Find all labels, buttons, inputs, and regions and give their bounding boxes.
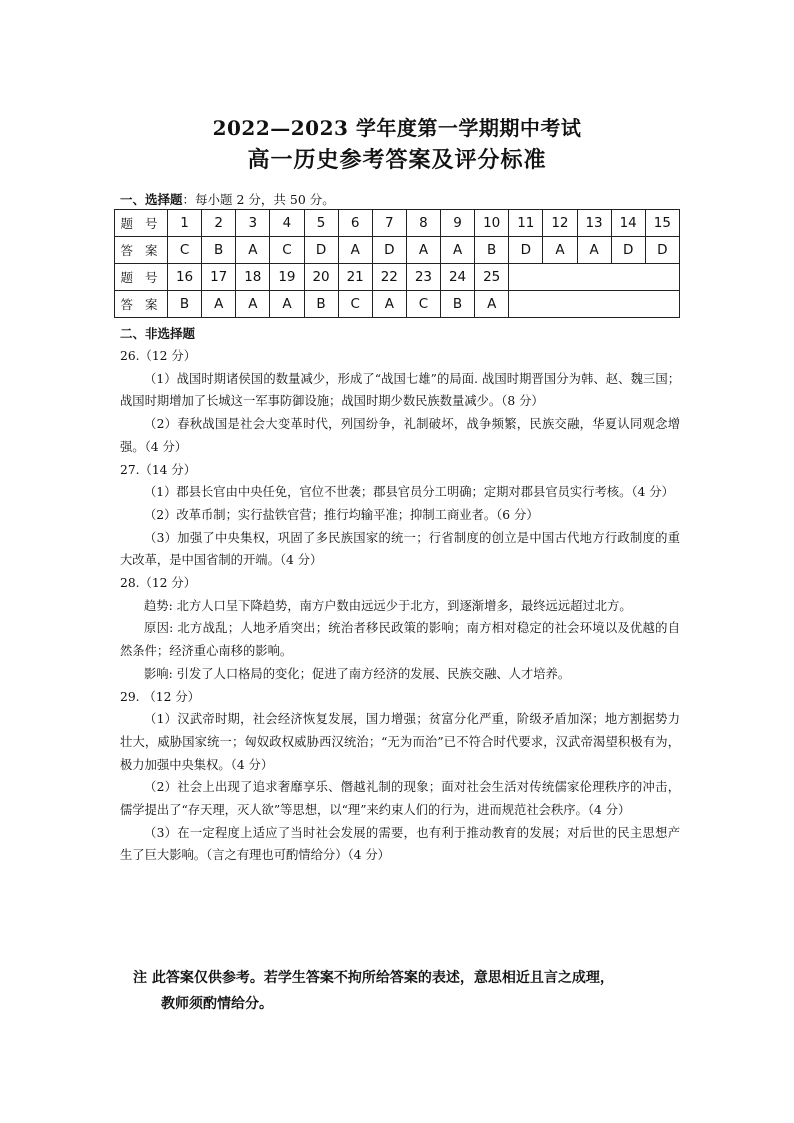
question-number-cell: 16 [168,264,202,291]
question-27-part-2: （2）改革币制；实行盐铁官营；推行均输平准；抑制工商业者。（6 分） [144,507,539,522]
exam-title: 2022—2023 学年度第一学期期中考试 [212,116,582,140]
note-line-2: 教师须酌情给分。 [161,996,273,1012]
question-27-heading: 27.（14 分） [120,462,197,477]
answer-cell: D [304,237,338,264]
answer-cell: A [270,291,304,318]
question-number-cell: 9 [441,210,475,237]
table-row-answers-1 [115,237,680,264]
answer-cell: D [509,237,543,264]
question-number-cell: 25 [475,264,509,291]
question-26-heading: 26.（12 分） [120,349,197,363]
empty-cell [509,291,680,318]
section-1-heading [120,190,335,208]
question-28-trend: 趋势: 北方人口呈下降趋势，南方户数由远远少于北方，到逐渐增多，最终远远超过北方。 [144,598,632,613]
answers-body [120,345,680,867]
question-number-cell: 8 [406,210,440,237]
question-number-cell: 13 [577,210,611,237]
question-number-cell: 2 [202,210,236,237]
question-29-part-1: （1）汉武帝时期，社会经济恢复发展，国力增强；贫富分化严重，阶级矛盾加深；地方割据势力壮大，威胁国家统一；匈奴政权威胁西汉统治；“无为而治”已不符合时代要求，汉武帝渴望积极有为，极力加强中央集权。（4 分） [120,712,680,772]
answer-cell: A [441,237,475,264]
answer-cell: A [236,237,270,264]
question-number-cell: 5 [304,210,338,237]
question-number-cell: 1 [168,210,202,237]
question-29-part-3: （3）在一定程度上适应了当时社会发展的需要，也有利于推动教育的发展；对后世的民主思想产生了巨大影响。（言之有理也可酌情给分）（4 分） [120,825,680,863]
row-header: 题 号 [115,210,168,237]
section-1-desc: ：每小题 2 分，共 50 分。 [182,192,335,207]
answer-table [114,209,680,318]
answer-cell: A [202,291,236,318]
answer-cell: C [168,237,202,264]
answer-cell: A [236,291,270,318]
answer-cell: C [270,237,304,264]
exam-subtitle: 高一历史参考答案及评分标准 [247,147,547,173]
note-line-1: 注 此答案仅供参考。若学生答案不拘所给答案的表述，意思相近且言之成理， [133,970,614,986]
question-number-cell: 4 [270,210,304,237]
answer-cell: B [168,291,202,318]
question-number-cell: 10 [475,210,509,237]
question-number-cell: 17 [202,264,236,291]
answer-cell: B [202,237,236,264]
question-number-cell: 24 [441,264,475,291]
row-header: 答 案 [115,291,168,318]
question-number-cell: 15 [645,210,679,237]
question-28-heading: 28.（12 分） [120,576,197,591]
answer-cell: D [611,237,645,264]
answer-cell: B [441,291,475,318]
section-1-label: 一、选择题 [120,192,183,207]
section-2-heading: 二、非选择题 [120,326,196,341]
question-29-heading: 29. （12 分） [120,689,200,704]
question-28-reason: 原因: 北方战乱；人地矛盾突出；统治者移民政策的影响；南方相对稳定的社会环境以及优越的自然条件；经济重心南移的影响。 [120,621,680,659]
answer-cell: D [645,237,679,264]
question-number-cell: 12 [543,210,577,237]
answer-cell: A [406,237,440,264]
table-row-numbers-1 [115,210,680,237]
question-number-cell: 11 [509,210,543,237]
answer-cell: A [577,237,611,264]
question-number-cell: 6 [338,210,372,237]
answer-cell: A [543,237,577,264]
question-number-cell: 21 [338,264,372,291]
question-28-impact: 影响: 引发了人口格局的变化；促进了南方经济的发展、民族交融、人才培养。 [144,666,571,681]
question-number-cell: 14 [611,210,645,237]
question-number-cell: 20 [304,264,338,291]
empty-cell [509,264,680,291]
answer-cell: A [372,291,406,318]
answer-cell: A [475,291,509,318]
answer-cell: C [406,291,440,318]
question-number-cell: 7 [372,210,406,237]
answer-cell: B [475,237,509,264]
table-row-answers-2 [115,291,680,318]
question-number-cell: 19 [270,264,304,291]
question-number-cell: 3 [236,210,270,237]
answer-cell: D [372,237,406,264]
question-27-part-3: （3）加强了中央集权，巩固了多民族国家的统一；行省制度的创立是中国古代地方行政制度的重大改革，是中国省制的开端。（4 分） [120,530,680,568]
answer-cell: B [304,291,338,318]
question-26-part-2: （2）春秋战国是社会大变革时代，列国纷争，礼制破坏，战争频繁，民族交融，华夏认同观念增强。（4 分） [120,417,680,454]
row-header: 答 案 [115,237,168,264]
question-29-part-2: （2）社会上出现了追求奢靡享乐、僭越礼制的现象；面对社会生活对传统儒家伦理秩序的冲击，儒学提出了“存天理，灭人欲”等思想，以“理”来约束人们的行为，进而规范社会秩序。（4 分） [120,780,680,818]
question-number-cell: 18 [236,264,270,291]
question-27-part-1: （1）郡县长官由中央任免，官位不世袭；郡县官员分工明确；定期对郡县官员实行考核。（4 分） [144,485,674,500]
question-26-part-1: （1）战国时期诸侯国的数量减少，形成了“战国七雄”的局面. 战国时期晋国分为韩、赵、魏三国；战国时期增加了长城这一军事防御设施；战国时期少数民族数量减少。（8 分） [120,371,680,409]
answer-cell: C [338,291,372,318]
table-row-numbers-2 [115,264,680,291]
question-number-cell: 22 [372,264,406,291]
answer-cell: A [338,237,372,264]
row-header: 题 号 [115,264,168,291]
question-number-cell: 23 [406,264,440,291]
grading-note [133,965,693,1017]
